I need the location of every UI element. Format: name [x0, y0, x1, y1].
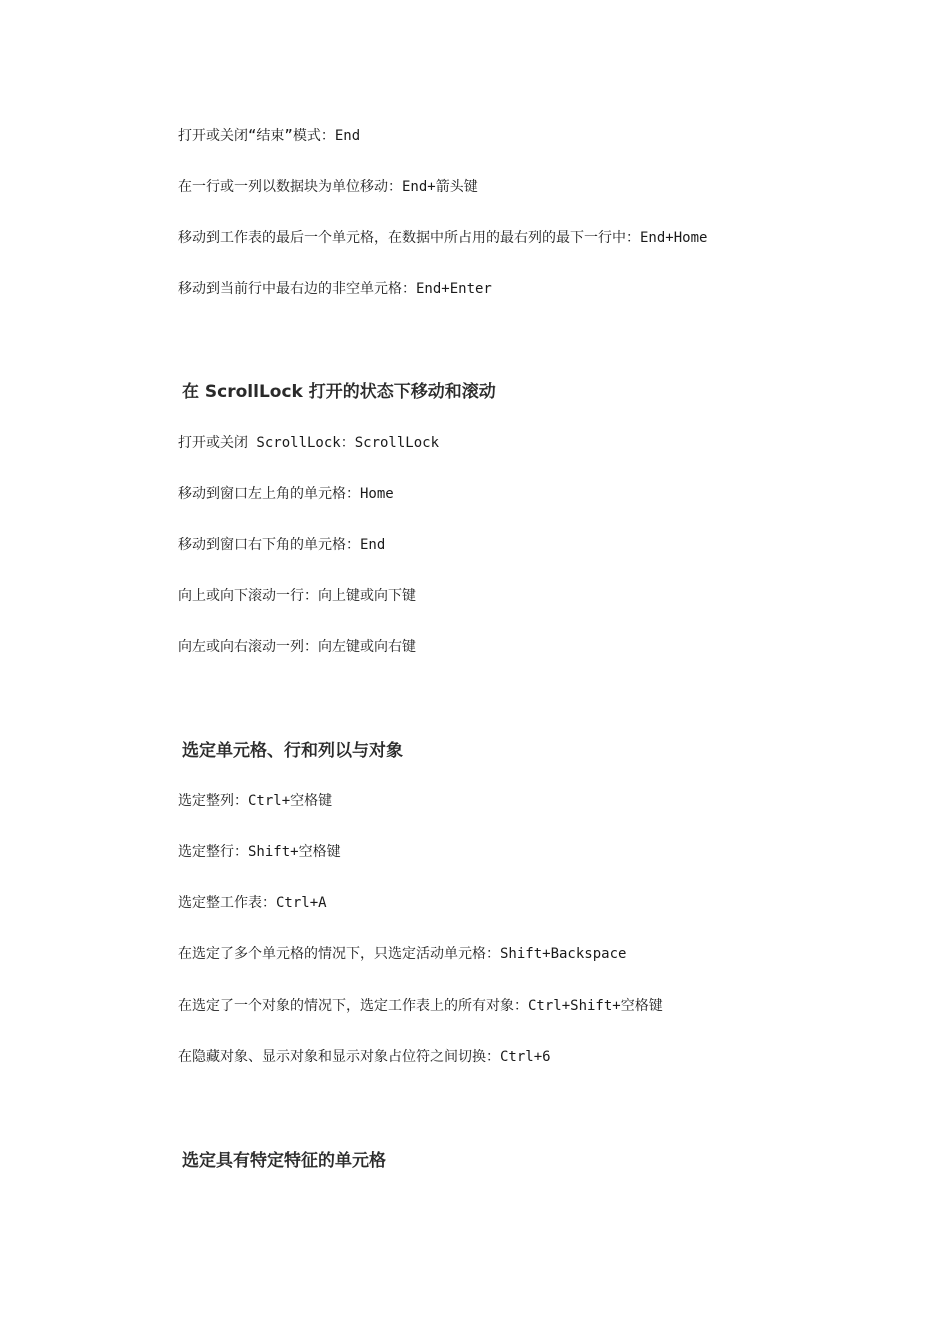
- shortcut-line: 选定整列：Ctrl+空格键: [178, 793, 333, 809]
- shortcut-line: 移动到当前行中最右边的非空单元格：End+Enter: [178, 281, 492, 297]
- shortcut-line: 打开或关闭“结束”模式：End: [178, 128, 361, 144]
- shortcut-line: 向左或向右滚动一列：向左键或向右键: [178, 639, 416, 655]
- section-heading-scrolllock: 在 ScrollLock 打开的状态下移动和滚动: [182, 382, 496, 402]
- section-heading-special-cells: 选定具有特定特征的单元格: [182, 1151, 386, 1171]
- shortcut-line: 选定整行：Shift+空格键: [178, 844, 341, 860]
- shortcut-line: 在选定了一个对象的情况下，选定工作表上的所有对象：Ctrl+Shift+空格键: [178, 998, 663, 1014]
- shortcut-line: 在隐藏对象、显示对象和显示对象占位符之间切换：Ctrl+6: [178, 1049, 551, 1065]
- shortcut-line: 移动到窗口左上角的单元格：Home: [178, 486, 394, 502]
- shortcut-line: 选定整工作表：Ctrl+A: [178, 895, 327, 911]
- shortcut-line: 向上或向下滚动一行：向上键或向下键: [178, 588, 416, 604]
- shortcut-line: 打开或关闭 ScrollLock：ScrollLock: [178, 435, 440, 451]
- section-heading-select-cells: 选定单元格、行和列以与对象: [182, 741, 403, 761]
- shortcut-line: 在选定了多个单元格的情况下，只选定活动单元格：Shift+Backspace: [178, 946, 627, 962]
- shortcut-line: 在一行或一列以数据块为单位移动：End+箭头键: [178, 179, 478, 195]
- shortcut-line: 移动到窗口右下角的单元格：End: [178, 537, 386, 553]
- shortcut-line: 移动到工作表的最后一个单元格，在数据中所占用的最右列的最下一行中：End+Home: [178, 230, 708, 246]
